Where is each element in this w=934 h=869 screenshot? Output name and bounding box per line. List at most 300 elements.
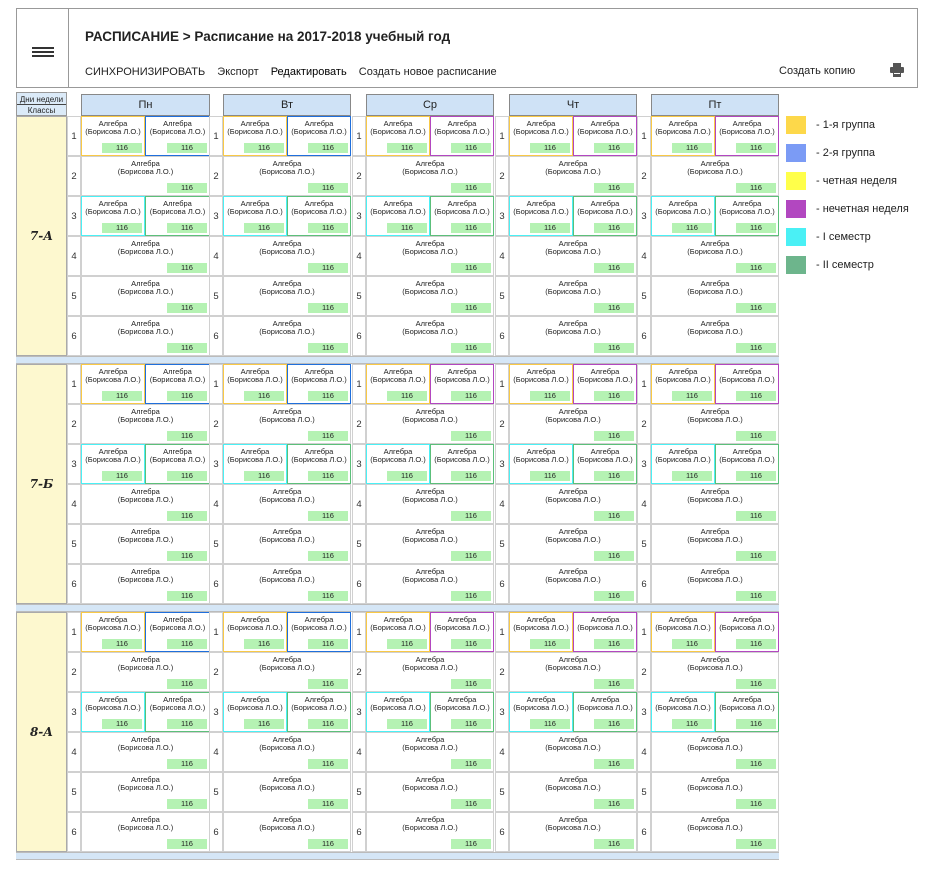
lesson-subject: Алгебра: [700, 655, 730, 664]
lesson-half-right[interactable]: [715, 692, 779, 732]
lesson-half-left[interactable]: [81, 612, 145, 652]
lesson-teacher: (Борисова Л.О.): [687, 247, 743, 256]
lesson-teacher: (Борисова Л.О.): [259, 247, 315, 256]
lesson-cell[interactable]: [223, 316, 351, 356]
lesson-half-left[interactable]: [509, 116, 573, 156]
split-lesson-cell[interactable]: [223, 692, 351, 732]
lesson-subject: Алгебра: [304, 119, 334, 128]
lesson-half-left[interactable]: [81, 444, 145, 484]
split-lesson-cell[interactable]: [651, 364, 779, 404]
lesson-number: 1: [495, 116, 509, 156]
lesson-cell[interactable]: [366, 732, 494, 772]
export-button[interactable]: Экспорт: [217, 66, 259, 78]
legend-label: - 1-я группа: [816, 119, 876, 131]
lesson-cell[interactable]: [81, 404, 210, 444]
split-lesson-cell[interactable]: [81, 692, 210, 732]
lesson-cell[interactable]: [81, 732, 210, 772]
lesson-subject: Алгебра: [590, 199, 620, 208]
lesson-half-left[interactable]: [223, 196, 287, 236]
split-lesson-cell[interactable]: [366, 692, 494, 732]
lesson-number: 3: [67, 196, 81, 236]
lesson-subject: Алгебра: [272, 239, 302, 248]
split-lesson-cell[interactable]: [651, 444, 779, 484]
lesson-subject: Алгебра: [415, 239, 445, 248]
lesson-subject: Алгебра: [526, 367, 556, 376]
lesson-half-left[interactable]: [651, 196, 715, 236]
lesson-teacher: (Борисова Л.О.): [85, 703, 141, 712]
lesson-half-right[interactable]: [287, 444, 351, 484]
hamburger-icon: [32, 47, 54, 49]
lesson-number: 4: [67, 484, 81, 524]
lesson-half-left[interactable]: [651, 612, 715, 652]
lesson-cell[interactable]: [651, 732, 779, 772]
lesson-cell[interactable]: [223, 276, 351, 316]
lesson-cell[interactable]: [223, 484, 351, 524]
lesson-cell[interactable]: [223, 772, 351, 812]
lesson-cell[interactable]: [366, 276, 494, 316]
lesson-cell[interactable]: [223, 236, 351, 276]
split-lesson-cell[interactable]: [366, 444, 494, 484]
lesson-cell[interactable]: [81, 236, 210, 276]
lesson-number: 2: [352, 156, 366, 196]
lesson-subject: Алгебра: [668, 695, 698, 704]
lesson-room: 116: [308, 511, 348, 521]
lesson-half-left[interactable]: [509, 444, 573, 484]
lesson-half-left[interactable]: [366, 116, 430, 156]
lesson-half-right[interactable]: [145, 364, 210, 404]
lesson-room: 116: [244, 719, 284, 729]
lesson-cell[interactable]: [81, 772, 210, 812]
lesson-teacher: (Борисова Л.О.): [117, 287, 174, 296]
lesson-room: 116: [451, 839, 491, 849]
lesson-teacher: (Борисова Л.О.): [434, 623, 490, 632]
lesson-cell[interactable]: [81, 524, 210, 564]
lesson-number: 1: [637, 612, 651, 652]
lesson-teacher: (Борисова Л.О.): [577, 455, 633, 464]
lesson-cell[interactable]: [81, 652, 210, 692]
lesson-half-right[interactable]: [287, 364, 351, 404]
sync-button[interactable]: СИНХРОНИЗИРОВАТЬ: [85, 66, 206, 78]
lesson-teacher: (Борисова Л.О.): [117, 743, 174, 752]
split-lesson-cell[interactable]: [223, 612, 351, 652]
split-lesson-cell[interactable]: [651, 196, 779, 236]
lesson-teacher: (Борисова Л.О.): [259, 575, 315, 584]
lesson-subject: Алгебра: [732, 119, 762, 128]
lesson-teacher: (Борисова Л.О.): [687, 287, 743, 296]
split-lesson-cell[interactable]: [81, 116, 210, 156]
lesson-teacher: (Борисова Л.О.): [545, 247, 601, 256]
lesson-teacher: (Борисова Л.О.): [149, 375, 206, 384]
lesson-teacher: (Борисова Л.О.): [655, 703, 711, 712]
lesson-cell[interactable]: [509, 732, 637, 772]
lesson-cell[interactable]: [366, 772, 494, 812]
lesson-room: 116: [736, 471, 776, 481]
lesson-number: 5: [67, 772, 81, 812]
lesson-cell[interactable]: [223, 652, 351, 692]
lesson-subject: Алгебра: [163, 199, 192, 208]
lesson-number: 2: [495, 156, 509, 196]
lesson-half-right[interactable]: [573, 612, 637, 652]
split-lesson-cell[interactable]: [509, 116, 637, 156]
lesson-half-right[interactable]: [715, 444, 779, 484]
lesson-half-right[interactable]: [573, 444, 637, 484]
lesson-cell[interactable]: [366, 564, 494, 604]
lesson-subject: Алгебра: [415, 527, 445, 536]
lesson-room: 116: [244, 639, 284, 649]
split-lesson-cell[interactable]: [223, 444, 351, 484]
lesson-room: 116: [167, 719, 207, 729]
lesson-cell[interactable]: [509, 236, 637, 276]
lesson-teacher: (Борисова Л.О.): [402, 575, 458, 584]
lesson-cell[interactable]: [223, 732, 351, 772]
lesson-teacher: (Борисова Л.О.): [719, 703, 775, 712]
lesson-half-left[interactable]: [509, 196, 573, 236]
lesson-half-right[interactable]: [715, 612, 779, 652]
lesson-number: 2: [352, 404, 366, 444]
lesson-subject: Алгебра: [304, 367, 334, 376]
split-lesson-cell[interactable]: [81, 612, 210, 652]
lesson-subject: Алгебра: [383, 615, 413, 624]
lesson-subject: Алгебра: [304, 695, 334, 704]
lesson-subject: Алгебра: [240, 367, 270, 376]
lesson-cell[interactable]: [223, 564, 351, 604]
lesson-room: 116: [167, 431, 207, 441]
lesson-half-left[interactable]: [509, 612, 573, 652]
lesson-half-right[interactable]: [430, 116, 494, 156]
lesson-teacher: (Борисова Л.О.): [370, 375, 426, 384]
lesson-teacher: (Борисова Л.О.): [259, 415, 315, 424]
lesson-cell[interactable]: [651, 236, 779, 276]
edit-button[interactable]: Редактировать: [270, 66, 347, 78]
lesson-room: 116: [102, 471, 142, 481]
lesson-cell[interactable]: [651, 156, 779, 196]
lesson-cell[interactable]: [509, 772, 637, 812]
lesson-teacher: (Борисова Л.О.): [85, 207, 141, 216]
lesson-cell[interactable]: [509, 404, 637, 444]
lesson-room: 116: [530, 471, 570, 481]
day-header-2: Вт: [223, 94, 351, 116]
lesson-cell[interactable]: [651, 404, 779, 444]
lesson-teacher: (Борисова Л.О.): [545, 783, 601, 792]
lesson-teacher: (Борисова Л.О.): [719, 207, 775, 216]
legend-swatch: [786, 200, 806, 218]
lesson-half-left[interactable]: [223, 692, 287, 732]
lesson-half-right[interactable]: [145, 692, 210, 732]
lesson-cell[interactable]: [366, 812, 494, 852]
lesson-room: 116: [594, 839, 634, 849]
lesson-subject: Алгебра: [526, 447, 556, 456]
page-title: РАСПИСАНИЕ > Расписание на 2017-2018 учебный год: [85, 29, 451, 44]
split-lesson-cell[interactable]: [366, 612, 494, 652]
split-lesson-cell[interactable]: [223, 116, 351, 156]
lesson-cell[interactable]: [651, 812, 779, 852]
lesson-room: 116: [672, 471, 712, 481]
lesson-half-left[interactable]: [366, 364, 430, 404]
lesson-cell[interactable]: [81, 316, 210, 356]
lesson-teacher: (Борисова Л.О.): [402, 287, 458, 296]
lesson-number: 4: [637, 236, 651, 276]
lesson-subject: Алгебра: [163, 615, 192, 624]
lesson-teacher: (Борисова Л.О.): [545, 535, 601, 544]
lesson-number: 5: [352, 772, 366, 812]
split-lesson-cell[interactable]: [651, 612, 779, 652]
lesson-half-right[interactable]: [573, 196, 637, 236]
lesson-cell[interactable]: [366, 484, 494, 524]
lesson-half-right[interactable]: [287, 196, 351, 236]
lesson-half-left[interactable]: [81, 364, 145, 404]
lesson-half-right[interactable]: [145, 196, 210, 236]
lesson-teacher: (Борисова Л.О.): [117, 575, 174, 584]
lesson-half-right[interactable]: [287, 116, 351, 156]
lesson-cell[interactable]: [366, 156, 494, 196]
lesson-subject: Алгебра: [590, 447, 620, 456]
lesson-cell[interactable]: [509, 564, 637, 604]
lesson-half-right[interactable]: [145, 444, 210, 484]
lesson-cell[interactable]: [81, 812, 210, 852]
lesson-half-right[interactable]: [573, 364, 637, 404]
menu-button[interactable]: [17, 9, 69, 87]
lesson-half-right[interactable]: [430, 196, 494, 236]
lesson-room: 116: [594, 511, 634, 521]
lesson-cell[interactable]: [81, 564, 210, 604]
lesson-half-left[interactable]: [223, 612, 287, 652]
new-schedule-button[interactable]: Создать новое расписание: [358, 66, 497, 78]
split-lesson-cell[interactable]: [509, 364, 637, 404]
lesson-subject: Алгебра: [415, 487, 445, 496]
lesson-cell[interactable]: [509, 484, 637, 524]
lesson-number: 2: [352, 652, 366, 692]
lesson-cell[interactable]: [509, 524, 637, 564]
lesson-subject: Алгебра: [98, 695, 128, 704]
lesson-number: 1: [352, 612, 366, 652]
lesson-half-right[interactable]: [715, 116, 779, 156]
lesson-teacher: (Борисова Л.О.): [85, 375, 141, 384]
lesson-teacher: (Борисова Л.О.): [719, 623, 775, 632]
lesson-half-right[interactable]: [287, 612, 351, 652]
lesson-room: 116: [530, 391, 570, 401]
lesson-cell[interactable]: [651, 276, 779, 316]
lesson-subject: Алгебра: [526, 615, 556, 624]
lesson-number: 6: [67, 564, 81, 604]
lesson-teacher: (Борисова Л.О.): [370, 623, 426, 632]
lesson-teacher: (Борисова Л.О.): [149, 703, 206, 712]
lesson-room: 116: [308, 391, 348, 401]
lesson-half-left[interactable]: [223, 444, 287, 484]
lesson-room: 116: [102, 223, 142, 233]
lesson-half-left[interactable]: [81, 692, 145, 732]
split-lesson-cell[interactable]: [223, 364, 351, 404]
split-lesson-cell[interactable]: [509, 196, 637, 236]
split-lesson-cell[interactable]: [509, 692, 637, 732]
lesson-room: 116: [167, 343, 207, 353]
lesson-half-left[interactable]: [509, 692, 573, 732]
lesson-teacher: (Борисова Л.О.): [545, 167, 601, 176]
lesson-half-right[interactable]: [430, 692, 494, 732]
lesson-teacher: (Борисова Л.О.): [655, 623, 711, 632]
lesson-cell[interactable]: [509, 276, 637, 316]
lesson-cell[interactable]: [509, 652, 637, 692]
day-header-3: Ср: [366, 94, 494, 116]
lesson-subject: Алгебра: [415, 159, 445, 168]
lesson-room: 116: [387, 639, 427, 649]
lesson-half-right[interactable]: [573, 692, 637, 732]
lesson-room: 116: [594, 303, 634, 313]
lesson-cell[interactable]: [509, 156, 637, 196]
lesson-half-left[interactable]: [81, 116, 145, 156]
split-lesson-cell[interactable]: [223, 196, 351, 236]
lesson-subject: Алгебра: [272, 735, 302, 744]
split-lesson-cell[interactable]: [651, 692, 779, 732]
lesson-cell[interactable]: [366, 316, 494, 356]
lesson-subject: Алгебра: [98, 199, 128, 208]
split-lesson-cell[interactable]: [81, 444, 210, 484]
lesson-cell[interactable]: [223, 156, 351, 196]
lesson-teacher: (Борисова Л.О.): [370, 127, 426, 136]
lesson-half-left[interactable]: [651, 364, 715, 404]
legend-swatch: [786, 144, 806, 162]
lesson-number: 4: [495, 732, 509, 772]
lesson-cell[interactable]: [81, 276, 210, 316]
lesson-teacher: (Борисова Л.О.): [370, 455, 426, 464]
lesson-cell[interactable]: [366, 524, 494, 564]
lesson-teacher: (Борисова Л.О.): [402, 663, 458, 672]
split-lesson-cell[interactable]: [81, 364, 210, 404]
lesson-cell[interactable]: [651, 652, 779, 692]
lesson-cell[interactable]: [223, 812, 351, 852]
lesson-half-left[interactable]: [366, 612, 430, 652]
lesson-cell[interactable]: [651, 316, 779, 356]
lesson-cell[interactable]: [366, 652, 494, 692]
lesson-cell[interactable]: [651, 772, 779, 812]
lesson-half-right[interactable]: [287, 692, 351, 732]
lesson-subject: Алгебра: [383, 447, 413, 456]
lesson-cell[interactable]: [509, 316, 637, 356]
lesson-room: 116: [167, 639, 207, 649]
lesson-subject: Алгебра: [240, 695, 270, 704]
lesson-number: 2: [637, 652, 651, 692]
lesson-half-left[interactable]: [366, 196, 430, 236]
lesson-teacher: (Борисова Л.О.): [85, 455, 141, 464]
lesson-number: 1: [495, 364, 509, 404]
print-icon[interactable]: [890, 63, 904, 77]
lesson-subject: Алгебра: [272, 487, 302, 496]
lesson-half-left[interactable]: [651, 116, 715, 156]
lesson-half-left[interactable]: [223, 116, 287, 156]
lesson-subject: Алгебра: [526, 119, 556, 128]
lesson-half-right[interactable]: [145, 116, 210, 156]
lesson-subject: Алгебра: [272, 527, 302, 536]
lesson-subject: Алгебра: [131, 527, 160, 536]
lesson-subject: Алгебра: [383, 199, 413, 208]
lesson-number: 3: [67, 692, 81, 732]
lesson-half-right[interactable]: [715, 196, 779, 236]
lesson-room: 116: [167, 591, 207, 601]
class-separator: [16, 356, 779, 364]
lesson-half-left[interactable]: [366, 692, 430, 732]
lesson-half-left[interactable]: [81, 196, 145, 236]
lesson-number: 6: [495, 812, 509, 852]
lesson-room: 116: [387, 719, 427, 729]
lesson-subject: Алгебра: [272, 159, 302, 168]
split-lesson-cell[interactable]: [509, 612, 637, 652]
lesson-half-right[interactable]: [430, 364, 494, 404]
lesson-number: 3: [495, 444, 509, 484]
lesson-number: 1: [67, 612, 81, 652]
lesson-room: 116: [736, 223, 776, 233]
lesson-half-right[interactable]: [715, 364, 779, 404]
lesson-subject: Алгебра: [526, 199, 556, 208]
lesson-cell[interactable]: [651, 484, 779, 524]
lesson-number: 5: [637, 276, 651, 316]
lesson-subject: Алгебра: [272, 319, 302, 328]
lesson-half-right[interactable]: [573, 116, 637, 156]
lesson-room: 116: [308, 343, 348, 353]
lesson-cell[interactable]: [651, 524, 779, 564]
lesson-room: 116: [736, 263, 776, 273]
lesson-cell[interactable]: [81, 156, 210, 196]
lesson-subject: Алгебра: [447, 615, 477, 624]
lesson-half-right[interactable]: [430, 612, 494, 652]
lesson-room: 116: [451, 183, 491, 193]
lesson-half-left[interactable]: [223, 364, 287, 404]
lesson-cell[interactable]: [223, 404, 351, 444]
split-lesson-cell[interactable]: [366, 116, 494, 156]
lesson-cell[interactable]: [366, 404, 494, 444]
lesson-room: 116: [594, 639, 634, 649]
lesson-teacher: (Борисова Л.О.): [402, 743, 458, 752]
lesson-subject: Алгебра: [131, 655, 160, 664]
lesson-half-right[interactable]: [145, 612, 210, 652]
lesson-cell[interactable]: [509, 812, 637, 852]
lesson-half-left[interactable]: [651, 444, 715, 484]
lesson-room: 116: [451, 551, 491, 561]
create-copy-button[interactable]: Создать копию: [779, 65, 856, 77]
legend-swatch: [786, 116, 806, 134]
lesson-subject: Алгебра: [558, 487, 588, 496]
split-lesson-cell[interactable]: [509, 444, 637, 484]
lesson-half-right[interactable]: [430, 444, 494, 484]
lesson-subject: Алгебра: [98, 447, 128, 456]
lesson-room: 116: [387, 391, 427, 401]
lesson-cell[interactable]: [223, 524, 351, 564]
lesson-number: 5: [637, 772, 651, 812]
lesson-subject: Алгебра: [700, 775, 730, 784]
lesson-subject: Алгебра: [558, 239, 588, 248]
split-lesson-cell[interactable]: [81, 196, 210, 236]
lesson-teacher: (Борисова Л.О.): [227, 703, 283, 712]
lesson-room: 116: [736, 551, 776, 561]
lesson-cell[interactable]: [366, 236, 494, 276]
lesson-teacher: (Борисова Л.О.): [687, 743, 743, 752]
lesson-room: 116: [102, 391, 142, 401]
lesson-number: 6: [495, 316, 509, 356]
lesson-half-left[interactable]: [509, 364, 573, 404]
lesson-teacher: (Борисова Л.О.): [655, 207, 711, 216]
split-lesson-cell[interactable]: [366, 196, 494, 236]
lesson-half-left[interactable]: [651, 692, 715, 732]
split-lesson-cell[interactable]: [651, 116, 779, 156]
lesson-half-left[interactable]: [366, 444, 430, 484]
lesson-teacher: (Борисова Л.О.): [545, 575, 601, 584]
lesson-cell[interactable]: [81, 484, 210, 524]
grid-corner: [16, 92, 67, 116]
lesson-subject: Алгебра: [415, 655, 445, 664]
split-lesson-cell[interactable]: [366, 364, 494, 404]
lesson-room: 116: [451, 303, 491, 313]
lesson-cell[interactable]: [651, 564, 779, 604]
lesson-room: 116: [102, 639, 142, 649]
lesson-teacher: (Борисова Л.О.): [434, 207, 490, 216]
